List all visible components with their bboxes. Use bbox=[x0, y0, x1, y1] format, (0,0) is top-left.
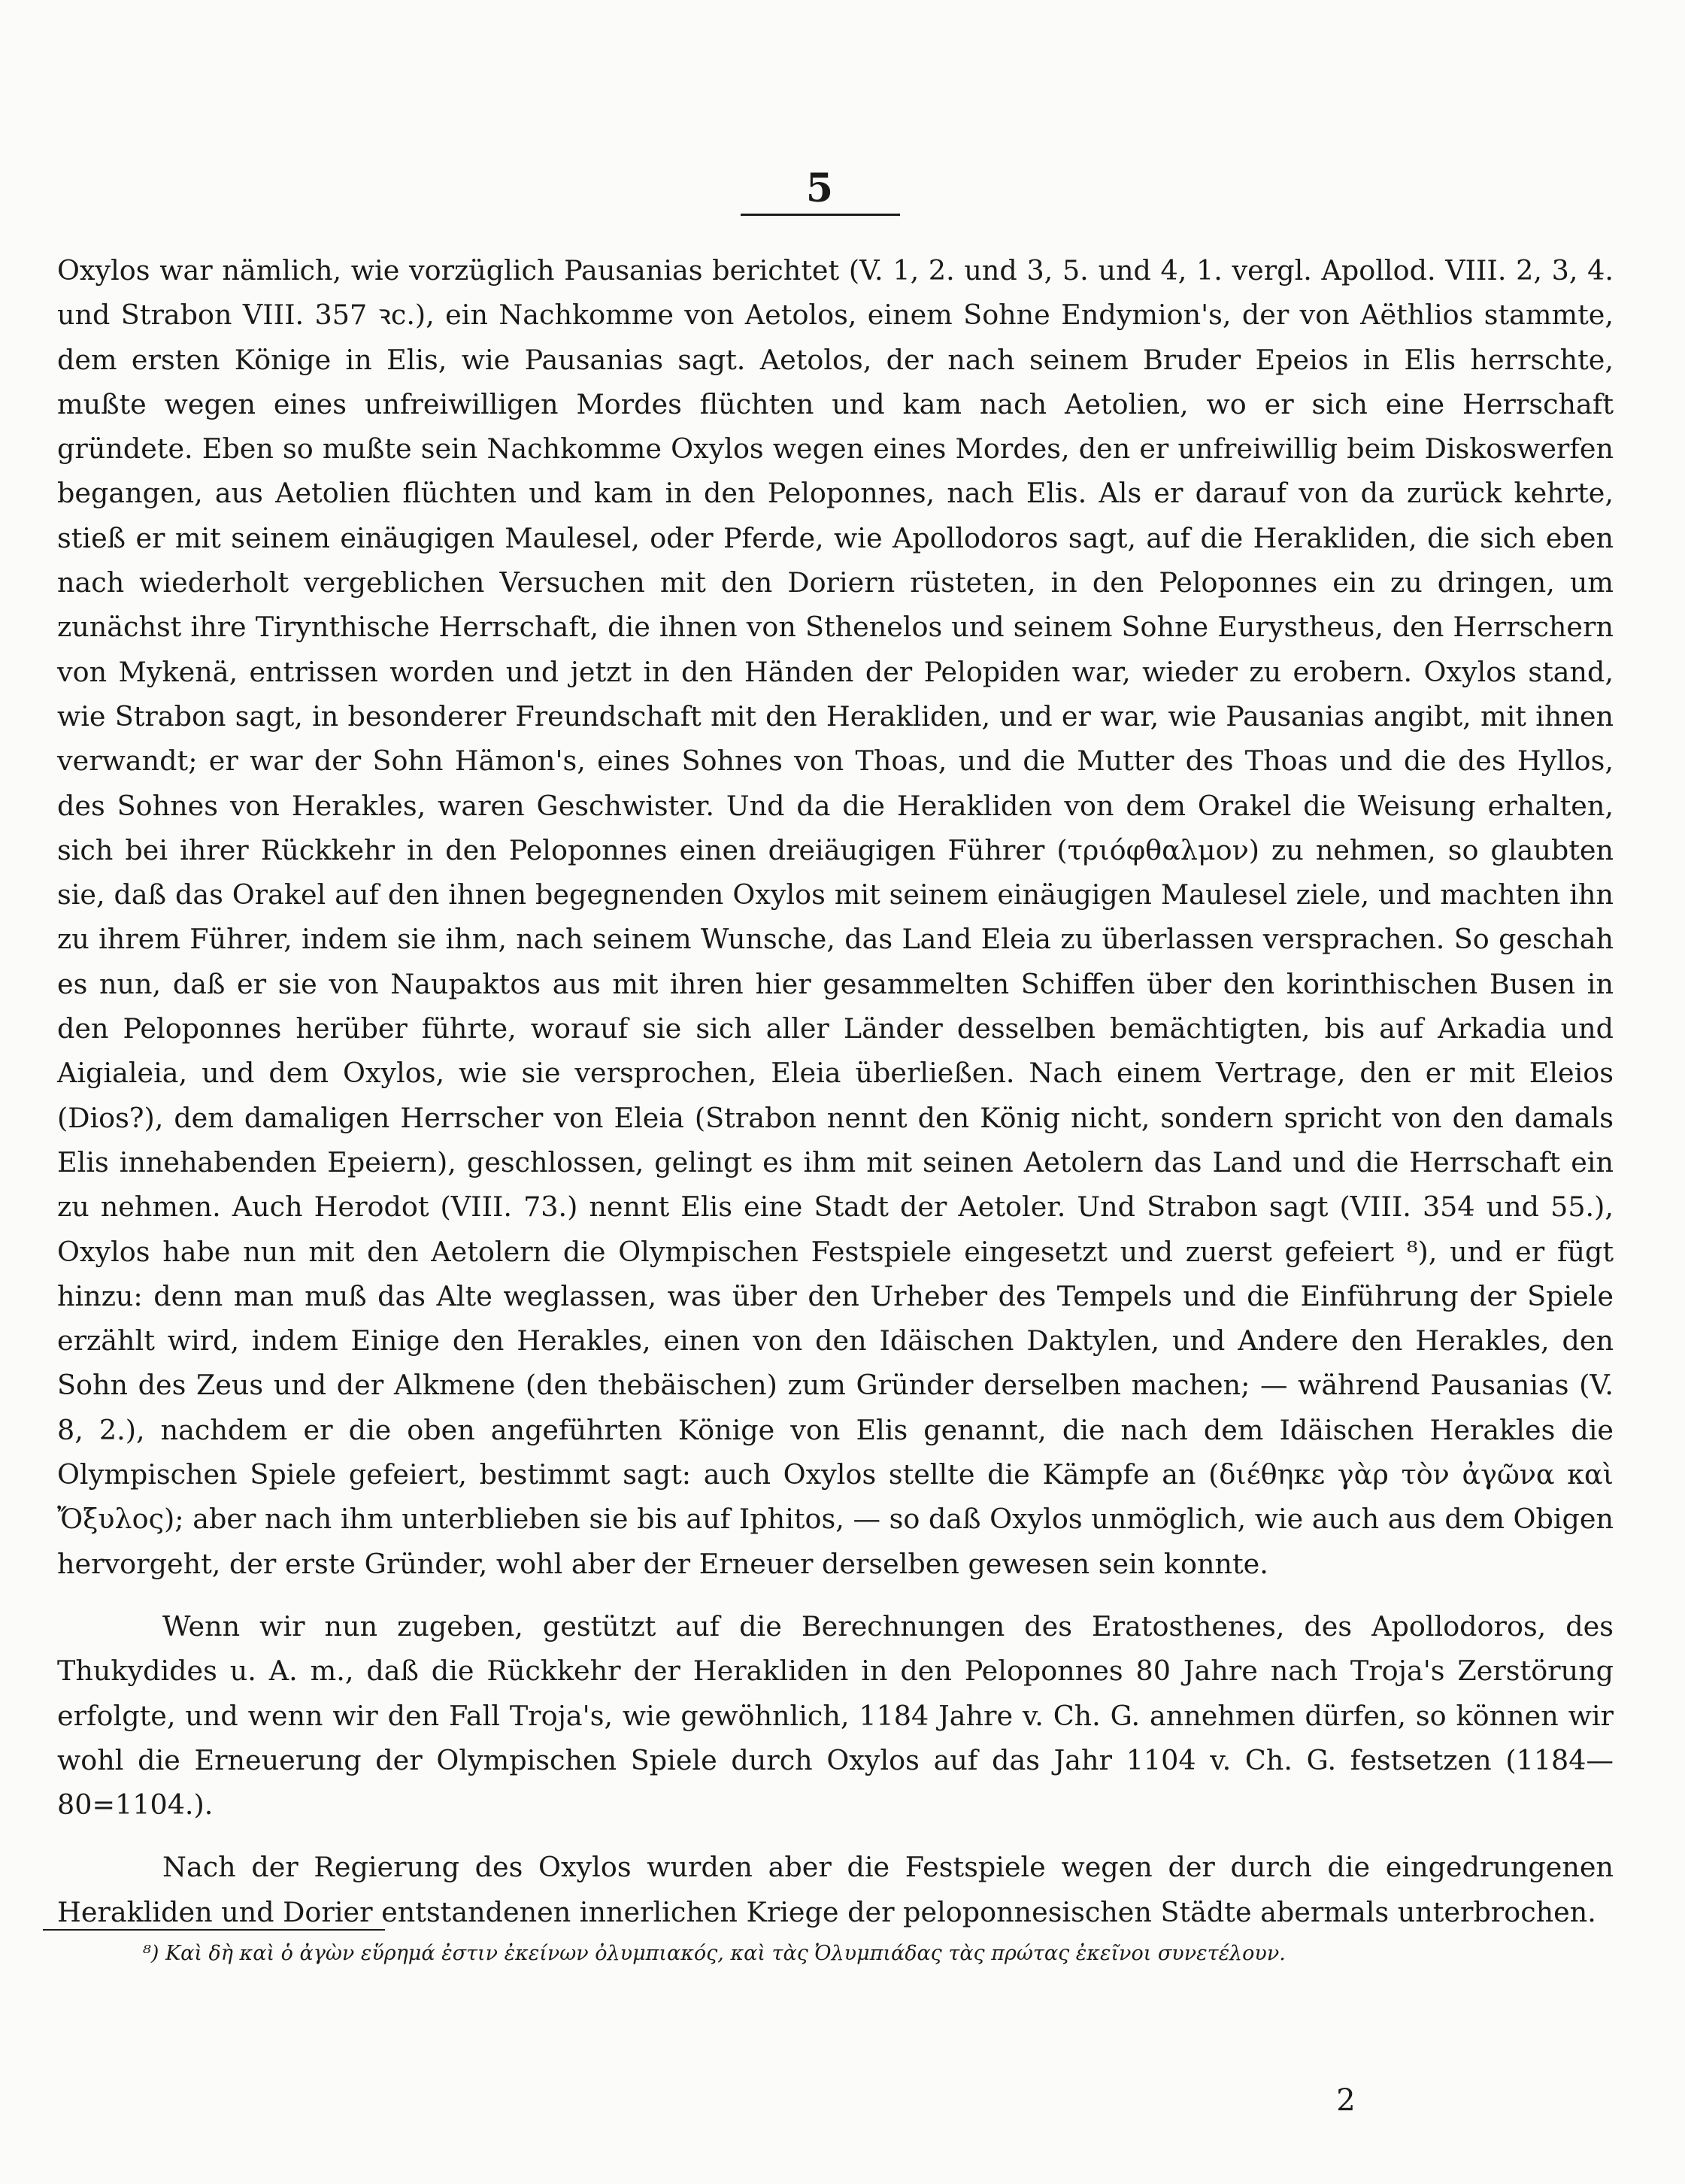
printer-signature-mark: 2 bbox=[1336, 2083, 1356, 2118]
header-rule bbox=[741, 214, 900, 216]
footnote: ⁸) Καὶ δὴ καὶ ὁ ἀγὼν εὕρημά ἐστιν ἐκείνων ὀλυμπιακός, καὶ τὰς Ὀλυμπιάδας τὰς πρώτας ἐκεῖνοι συνετέλουν. bbox=[143, 1942, 1286, 1965]
paragraph-interruption: Nach der Regierung des Oxylos wurden aber die Festspiele wegen der durch die eingedrungenen Herakliden und Dorier entstandenen innerlichen Kriege der peloponnesischen Städte abermals unterbrochen. bbox=[57, 1851, 1614, 1928]
body-text bbox=[57, 248, 1614, 1934]
paragraph-oxylos: Oxylos war nämlich, wie vorzüglich Pausanias berichtet (V. 1, 2. und 3, 5. und 4, 1. vergl. Apollod. VIII. 2, 3, 4. und Strabon VIII. 357 ꝛc.), ein Nachkomme von Aetolos, einem Sohne Endymion's, der von Aëthlios stammte, dem ersten Könige in Elis, wie Pausanias sagt. Aetolos, der nach seinem Bruder Epeios in Elis herrschte, mußte wegen eines unfreiwilligen Mordes flüchten und kam nach Aetolien, wo er sich eine Herrschaft gründete. Eben so mußte sein Nachkomme Oxylos wegen eines Mordes, den er unfreiwillig beim Diskoswerfen begangen, aus Aetolien flüchten und kam in den Peloponnes, nach Elis. Als er darauf von da zurück kehrte, stieß er mit seinem einäugigen Maulesel, oder Pferde, wie Apollodoros sagt, auf die Herakliden, die sich eben nach wiederholt vergeblichen Versuchen mit den Doriern rüsteten, in den Peloponnes ein zu dringen, um zunächst ihre Tirynthische Herrschaft, die ihnen von Sthenelos und seinem Sohne Eurystheus, den Herrschern von Mykenä, entrissen worden und jetzt in den Händen der Pelopiden war, wieder zu erobern. Oxylos stand, wie Strabon sagt, in besonderer Freundschaft mit den Herakliden, und er war, wie Pausanias angibt, mit ihnen verwandt; er war der Sohn Hämon's, eines Sohnes von Thoas, und die Mutter des Thoas und die des Hyllos, des Sohnes von Herakles, waren Geschwister. Und da die Herakliden von dem Orakel die Weisung erhalten, sich bei ihrer Rückkehr in den Peloponnes einen dreiäugigen Führer (τριόφθαλμον) zu nehmen, so glaubten sie, daß das Orakel auf den ihnen begegnenden Oxylos mit seinem einäugigen Maulesel ziele, und machten ihn zu ihrem Führer, indem sie ihm, nach seinem Wunsche, das Land Eleia zu überlassen versprachen. So geschah es nun, daß er sie von Naupaktos aus mit ihren hier gesammelten Schiffen über den korinthischen Busen in den Peloponnes herüber führte, worauf sie sich aller Länder desselben bemächtigten, bis auf Arkadia und Aigialeia, und dem Oxylos, wie sie versprochen, Eleia überließen. Nach einem Vertrage, den er mit Eleios (Dios?), dem damaligen Herrscher von Eleia (Strabon nennt den König nicht, sondern spricht von den damals Elis innehabenden Epeiern), geschlossen, gelingt es ihm mit seinen Aetolern das Land und die Herrschaft ein zu nehmen. Auch Herodot (VIII. 73.) nennt Elis eine Stadt der Aetoler. Und Strabon sagt (VIII. 354 und 55.), Oxylos habe nun mit den Aetolern die Olympischen Festspiele eingesetzt und zuerst gefeiert ⁸), und er fügt hinzu: denn man muß das Alte weglassen, was über den Urheber des Tempels und die Einführung der Spiele erzählt wird, indem Einige den Herakles, einen von den Idäischen Daktylen, und Andere den Herakles, den Sohn des Zeus und der Alkmene (den thebäischen) zum Gründer derselben machen; — während Pausanias (V. 8, 2.), nachdem er die oben angeführten Könige von Elis genannt, die nach dem Idäischen Herakles die Olympischen Spiele gefeiert, bestimmt sagt: auch Oxylos stellte die Kämpfe an (διέθηκε γὰρ τὸν ἀγῶνα καὶ Ὄξυλος); aber nach ihm unterblieben sie bis auf Iphitos, — so daß Oxylos unmöglich, wie auch aus dem Obigen hervorgeht, der erste Gründer, wohl aber der Erneuer derselben gewesen sein konnte. bbox=[57, 254, 1614, 1580]
paragraph-chronology: Wenn wir nun zugeben, gestützt auf die Berechnungen des Eratosthenes, des Apollodoros, des Thukydides u. A. m., daß die Rückkehr der Herakliden in den Peloponnes 80 Jahre nach Troja's Zerstörung erfolgte, und wenn wir den Fall Troja's, wie gewöhnlich, 1184 Jahre v. Ch. G. annehmen dürfen, so können wir wohl die Erneuerung der Olympischen Spiele durch Oxylos auf das Jahr 1104 v. Ch. G. festsetzen (1184—80=1104.). bbox=[57, 1609, 1614, 1822]
footnote-rule bbox=[43, 1929, 385, 1931]
page-number: 5 bbox=[805, 165, 834, 211]
